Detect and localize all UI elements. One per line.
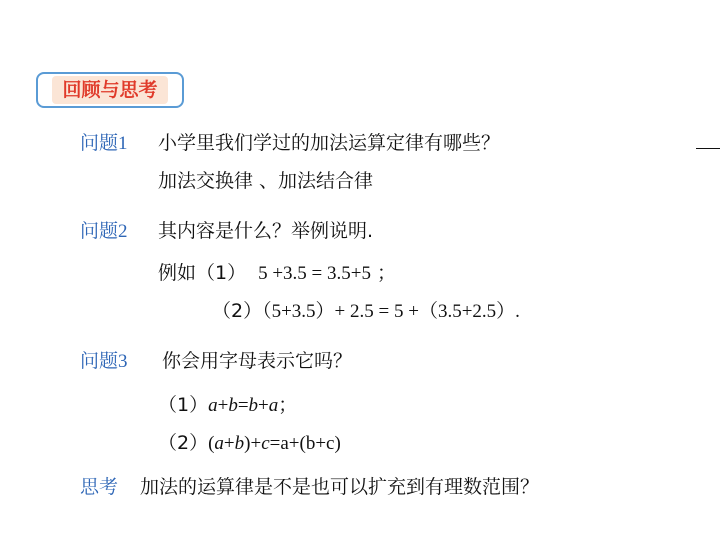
section-badge-label: 回顾与思考 <box>52 76 167 104</box>
section-badge <box>36 72 184 108</box>
edge-line <box>696 148 720 149</box>
q1-answer: 加法交换律 、加法结合律 <box>158 170 374 192</box>
q2-example-1: 例如（1） 5 +3.5 = 3.5+5 ； <box>158 262 397 284</box>
q2-text: 其内容是什么？举例说明. <box>158 220 374 242</box>
q3-label: 问题3 <box>80 350 128 372</box>
q2-label: 问题2 <box>80 220 128 242</box>
q3-formula-2: （2）(a+b)+c=a+(b+c) <box>158 432 341 454</box>
think-text: 加法的运算律是不是也可以扩充到有理数范围？ <box>140 476 540 498</box>
q1-label: 问题1 <box>80 132 128 154</box>
q3-text: 你会用字母表示它吗？ <box>162 350 353 372</box>
think-label: 思考 <box>80 476 119 498</box>
q2-example-2: （2）（5+3.5）+ 2.5 = 5 +（3.5+2.5）. <box>212 300 520 322</box>
q1-text: 小学里我们学过的加法运算定律有哪些？ <box>158 132 501 154</box>
q3-formula-1: （1）a+b=b+a； <box>158 394 298 416</box>
